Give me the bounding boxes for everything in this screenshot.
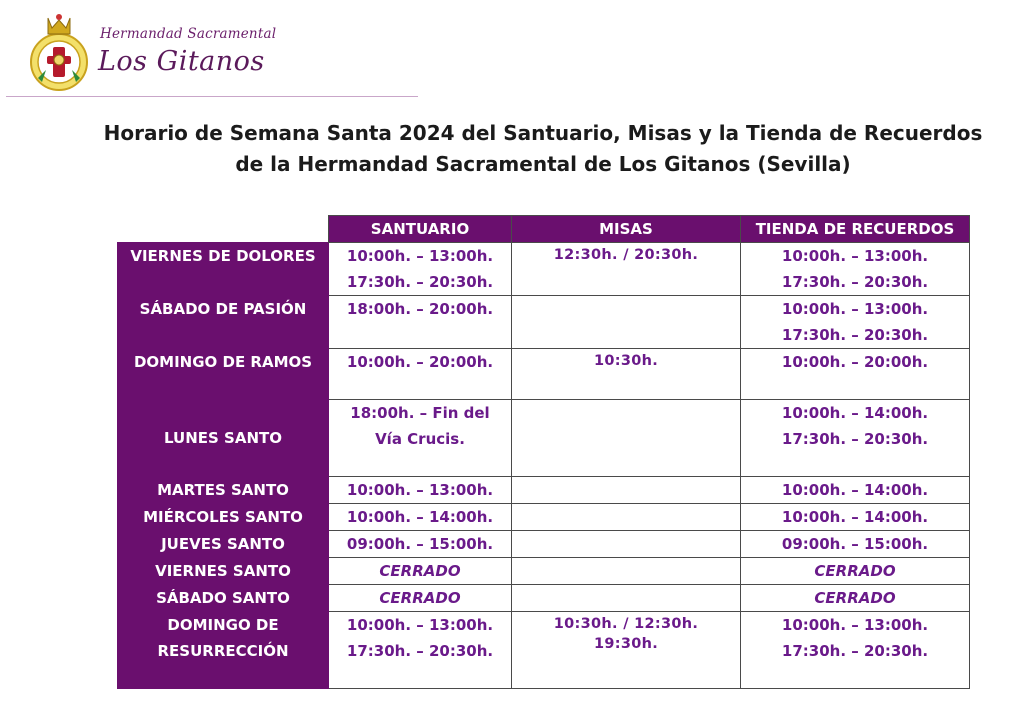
misas-cell <box>512 400 741 477</box>
santuario-time: 09:00h. – 15:00h. <box>346 535 494 553</box>
misas-cell <box>512 243 741 296</box>
misas-cell <box>512 296 741 349</box>
table-row <box>118 558 970 585</box>
tienda-cell <box>741 243 970 296</box>
tienda-cell <box>741 477 970 504</box>
header <box>0 0 1024 100</box>
closed-label: CERRADO <box>379 562 461 580</box>
tienda-time: 17:30h. – 20:30h. <box>781 326 929 344</box>
misas-cell <box>512 558 741 585</box>
table-row <box>118 504 970 531</box>
row-day-label: DOMINGO DE RAMOS <box>118 349 329 400</box>
row-day-label-line: RESURRECCIÓN <box>157 642 289 660</box>
misas-cell <box>512 612 741 689</box>
tienda-cell <box>741 296 970 349</box>
header-divider <box>6 96 418 97</box>
santuario-time: 10:00h. – 13:00h. <box>346 481 494 499</box>
santuario-time: 18:00h. – Fin del <box>350 404 490 422</box>
row-day-label: SÁBADO SANTO <box>118 585 329 612</box>
misas-time: 10:30h. <box>593 353 659 369</box>
schedule-table <box>117 215 970 689</box>
tienda-cell <box>741 612 970 689</box>
misas-cell <box>512 504 741 531</box>
santuario-cell <box>329 400 512 477</box>
row-day-label: MIÉRCOLES SANTO <box>118 504 329 531</box>
column-header-santuario: SANTUARIO <box>329 216 512 243</box>
santuario-time: Vía Crucis. <box>375 430 465 448</box>
brand-name-line2: Los Gitanos <box>98 46 265 77</box>
misas-cell <box>512 477 741 504</box>
santuario-cell <box>329 558 512 585</box>
misas-time: 12:30h. / 20:30h. <box>553 247 699 263</box>
tienda-time: 17:30h. – 20:30h. <box>781 273 929 291</box>
misas-time: 19:30h. <box>593 636 659 652</box>
santuario-cell <box>329 349 512 400</box>
column-header-misas: MISAS <box>512 216 741 243</box>
misas-cell <box>512 585 741 612</box>
closed-label: CERRADO <box>814 589 896 607</box>
row-day-label: VIERNES DE DOLORES <box>118 243 329 296</box>
title-line1: Horario de Semana Santa 2024 del Santuario, Misas y la Tienda de Recuerdos <box>103 121 983 145</box>
row-day-label: LUNES SANTO <box>118 400 329 477</box>
tienda-time: 10:00h. – 14:00h. <box>781 508 929 526</box>
table-row <box>118 531 970 558</box>
santuario-time: 18:00h. – 20:00h. <box>346 300 494 318</box>
tienda-cell <box>741 558 970 585</box>
header-corner <box>118 216 329 243</box>
tienda-time: 10:00h. – 13:00h. <box>781 300 929 318</box>
misas-time: 10:30h. / 12:30h. <box>553 616 699 632</box>
tienda-time: 17:30h. – 20:30h. <box>781 642 929 660</box>
santuario-time: 10:00h. – 20:00h. <box>346 353 494 371</box>
misas-cell <box>512 349 741 400</box>
tienda-time: 17:30h. – 20:30h. <box>781 430 929 448</box>
santuario-time: 10:00h. – 13:00h. <box>346 247 494 265</box>
row-day-label-line: DOMINGO DE <box>167 616 279 634</box>
santuario-time: 17:30h. – 20:30h. <box>346 273 494 291</box>
closed-label: CERRADO <box>814 562 896 580</box>
tienda-time: 10:00h. – 13:00h. <box>781 247 929 265</box>
table-header-row <box>118 216 970 243</box>
brotherhood-crest-logo <box>26 10 92 92</box>
santuario-cell <box>329 243 512 296</box>
tienda-cell <box>741 349 970 400</box>
tienda-cell <box>741 585 970 612</box>
santuario-cell <box>329 612 512 689</box>
row-day-label: SÁBADO DE PASIÓN <box>118 296 329 349</box>
table-row <box>118 243 970 296</box>
row-day-label <box>118 612 329 689</box>
tienda-cell <box>741 531 970 558</box>
table-row <box>118 585 970 612</box>
title-line2: de la Hermandad Sacramental de Los Gitanos (Sevilla) <box>235 152 851 176</box>
page-title <box>90 118 996 180</box>
tienda-time: 10:00h. – 14:00h. <box>781 404 929 422</box>
tienda-time: 10:00h. – 13:00h. <box>781 616 929 634</box>
tienda-cell <box>741 400 970 477</box>
santuario-time: 10:00h. – 14:00h. <box>346 508 494 526</box>
row-day-label: VIERNES SANTO <box>118 558 329 585</box>
row-day-label: MARTES SANTO <box>118 477 329 504</box>
santuario-cell <box>329 296 512 349</box>
column-header-tienda: TIENDA DE RECUERDOS <box>741 216 970 243</box>
closed-label: CERRADO <box>379 589 461 607</box>
santuario-cell <box>329 477 512 504</box>
santuario-cell <box>329 585 512 612</box>
santuario-time: 10:00h. – 13:00h. <box>346 616 494 634</box>
brand-name-line1: Hermandad Sacramental <box>100 26 277 42</box>
tienda-time: 09:00h. – 15:00h. <box>781 535 929 553</box>
row-day-label: JUEVES SANTO <box>118 531 329 558</box>
tienda-time: 10:00h. – 20:00h. <box>781 353 929 371</box>
misas-cell <box>512 531 741 558</box>
santuario-cell <box>329 531 512 558</box>
table-row <box>118 400 970 477</box>
table-row <box>118 477 970 504</box>
santuario-time: 17:30h. – 20:30h. <box>346 642 494 660</box>
tienda-time: 10:00h. – 14:00h. <box>781 481 929 499</box>
table-row <box>118 612 970 689</box>
santuario-cell <box>329 504 512 531</box>
table-row <box>118 349 970 400</box>
table-row <box>118 296 970 349</box>
tienda-cell <box>741 504 970 531</box>
